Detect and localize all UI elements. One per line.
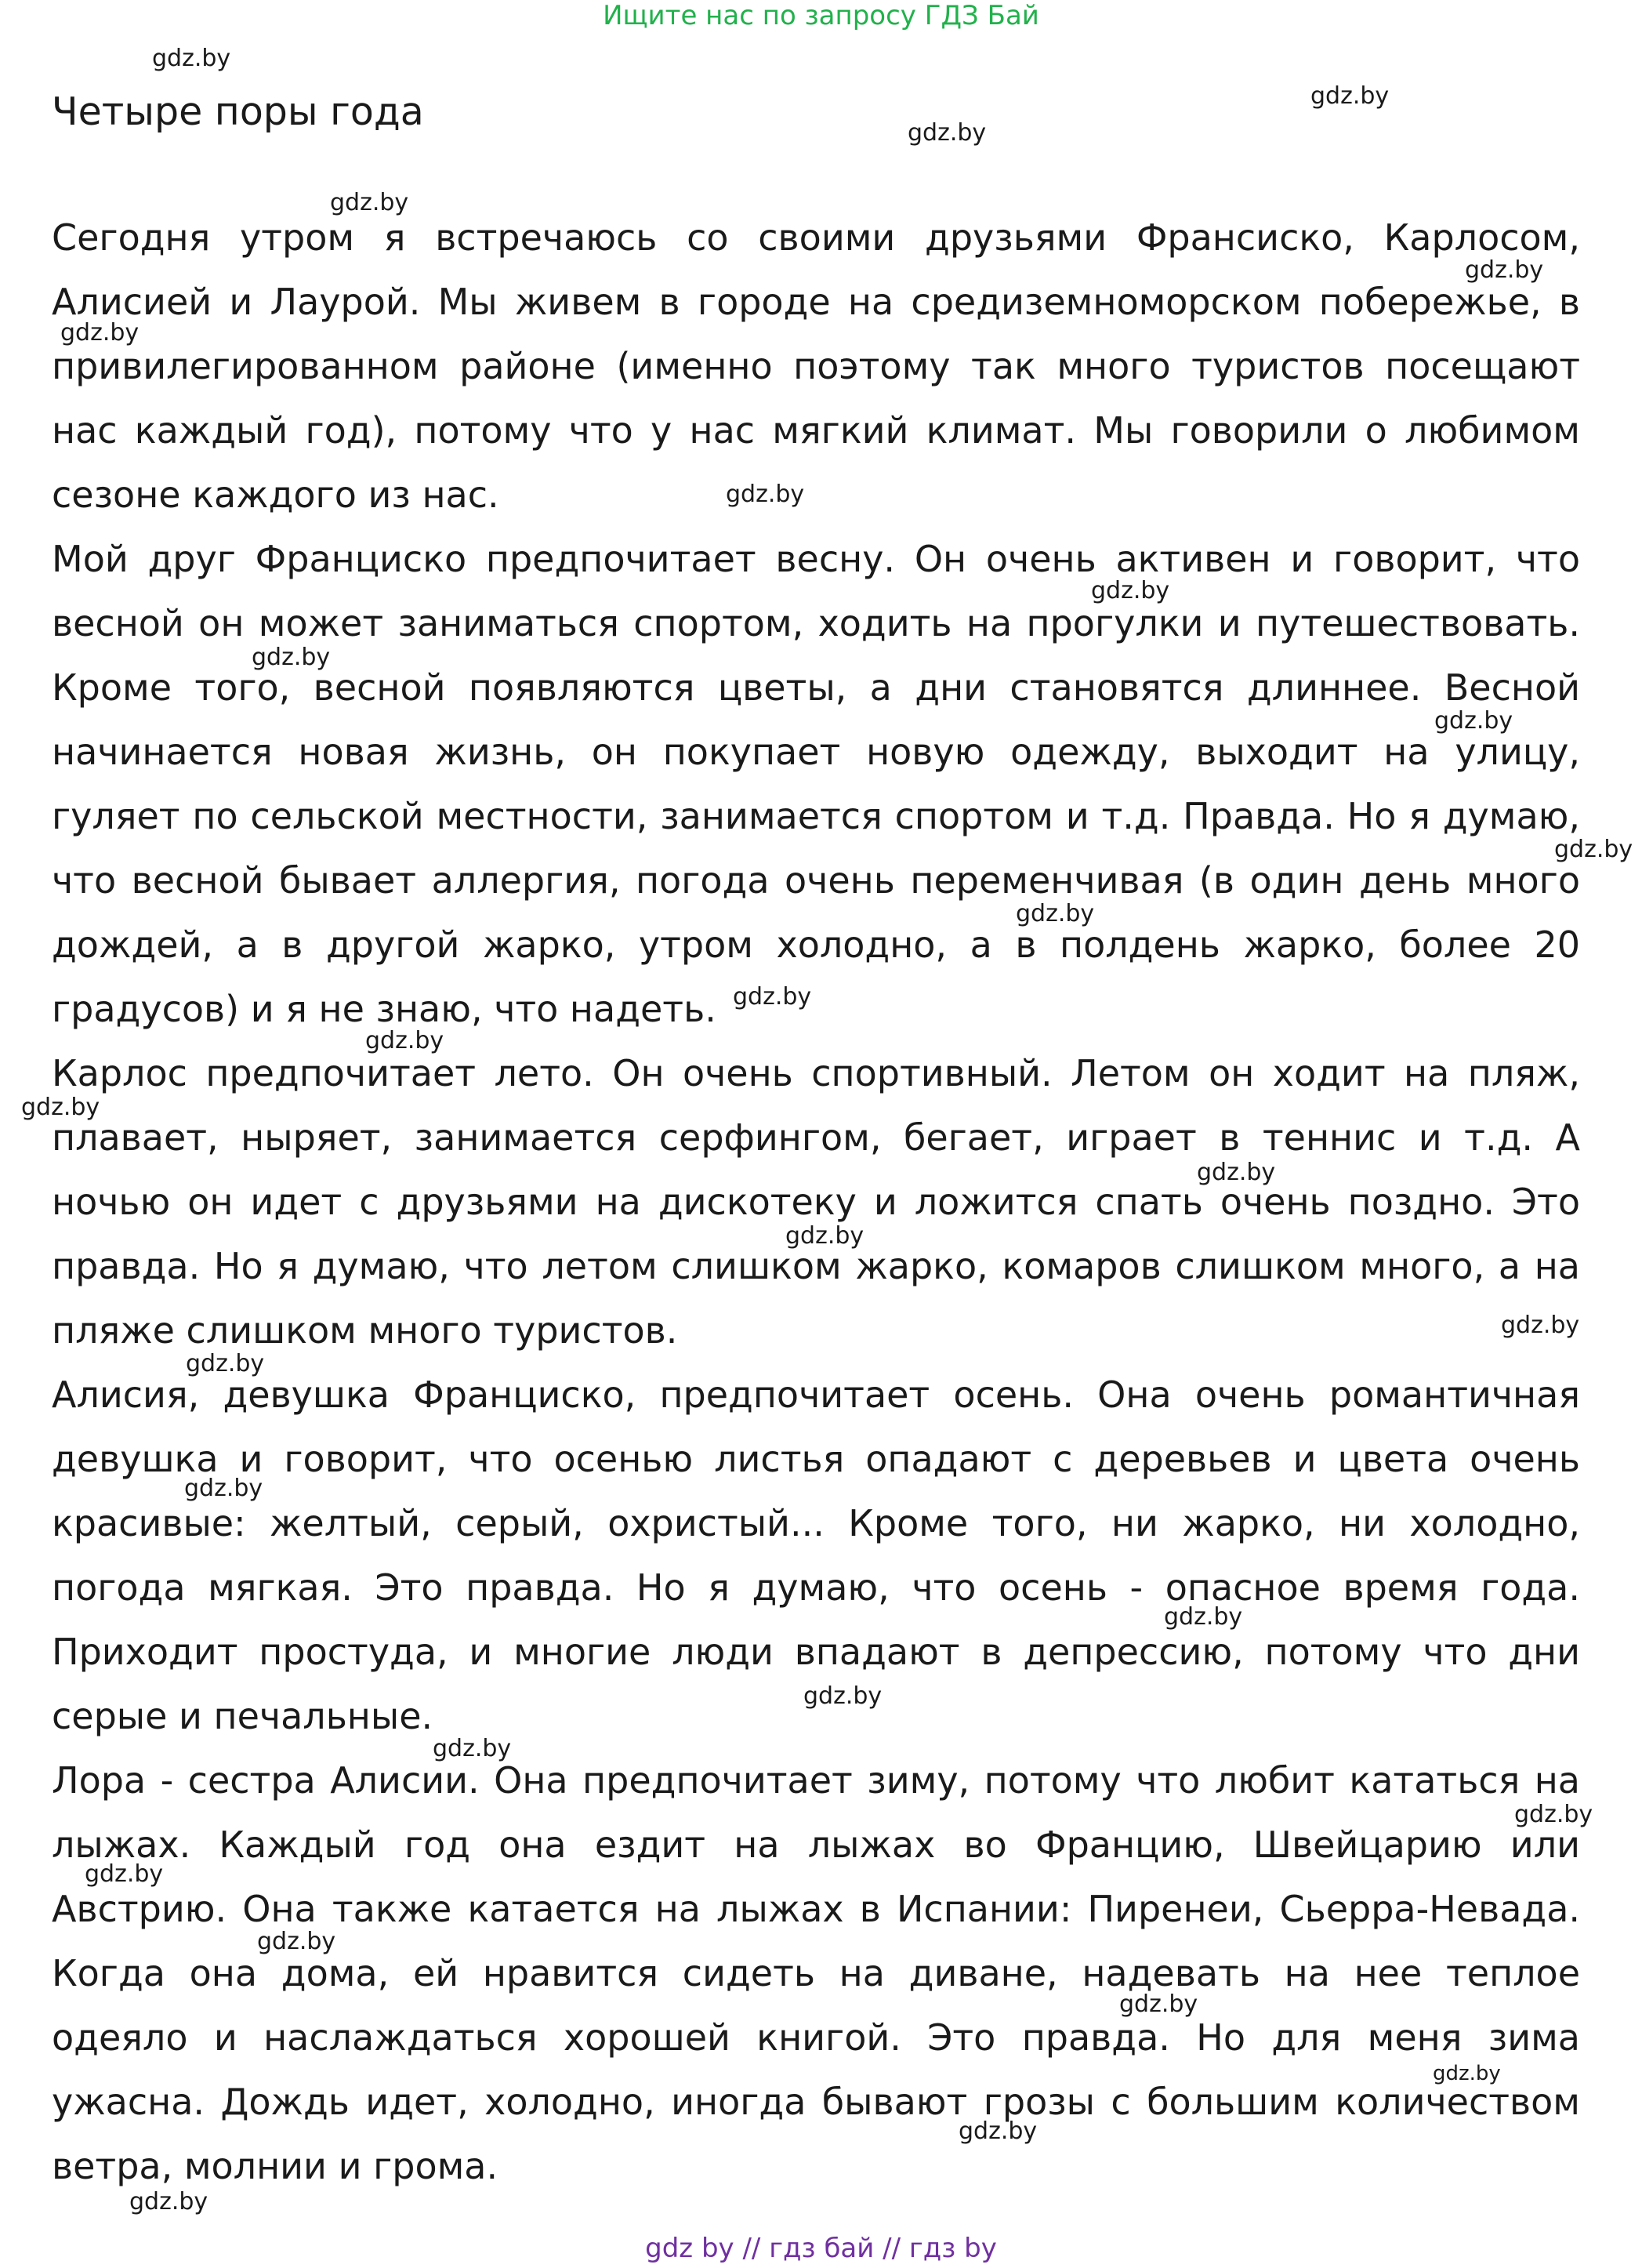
- watermark: gdz.by: [1434, 707, 1513, 735]
- watermark: gdz.by: [959, 2117, 1038, 2145]
- watermark: gdz.by: [1197, 1159, 1276, 1186]
- paragraph-winter: Лора - сестра Алисии. Она предпочитает зиму, потому что любит кататься на лыжах. Каждый год она ездит на лыжах во Францию, Швейцарию или Австрию. Она также катается на лыжах в Испании: Пиренеи, Сьерра-Невада. Когда она дома, ей нравится сидеть на диване, надевать на нее теплое одеяло и наслаждаться хорошей книгой. Это правда. Но для меня зима ужасна. Дождь идет, холодно, иногда бывают грозы с большим количеством ветра, молнии и грома.: [52, 1759, 1580, 2187]
- watermark: gdz.by: [184, 1475, 263, 1502]
- watermark: gdz.by: [21, 1094, 100, 1121]
- watermark: gdz.by: [186, 1350, 265, 1377]
- watermark: gdz.by: [1501, 1312, 1580, 1339]
- watermark: gdz.by: [129, 2188, 208, 2215]
- watermark: gdz.by: [1310, 82, 1390, 110]
- watermark: gdz.by: [1164, 1603, 1243, 1631]
- paragraph-intro: Сегодня утром я встречаюсь со своими друзьями Франсиско, Карлосом, Алисией и Лаурой. Мы живем в городе на средиземноморском побережье, в привилегированном районе (именно поэтому так много туристов посещают нас каждый год), потому что у нас мягкий климат. Мы говорили о любимом сезоне каждого из нас.: [52, 216, 1580, 516]
- paragraph-spring: Мой друг Франциско предпочитает весну. Он очень активен и говорит, что весной он может заниматься спортом, ходить на прогулки и путешествовать. Кроме того, весной появляются цветы, а дни становятся длиннее. Весной начинается новая жизнь, он покупает новую одежду, выходит на улицу, гуляет по сельской местности, занимается спортом и т.д. Правда. Но я думаю, что весной бывает аллергия, погода очень переменчивая (в один день много дождей, а в другой жарко, утром холодно, а в полдень жарко, более 20 градусов) и я не знаю, что надеть.: [52, 538, 1580, 1030]
- watermark: gdz.by: [733, 983, 812, 1011]
- watermark: gdz.by: [1091, 577, 1170, 604]
- watermark: gdz.by: [85, 1860, 164, 1888]
- watermark: gdz.by: [330, 189, 409, 216]
- watermark: gdz.by: [1016, 900, 1095, 927]
- document-body: [52, 205, 1580, 2198]
- watermark: gdz.by: [1514, 1801, 1593, 1828]
- watermark: gdz.by: [1119, 1990, 1198, 2018]
- watermark: gdz.by: [433, 1735, 512, 1762]
- watermark: gdz.by: [60, 319, 140, 347]
- watermark: gdz.by: [726, 481, 805, 508]
- watermark: gdz.by: [803, 1682, 883, 1710]
- watermark: gdz.by: [152, 45, 231, 72]
- watermark: gdz.by: [365, 1027, 444, 1054]
- footer-links: gdz by // гдз бай // гдз by: [645, 2233, 997, 2264]
- watermark: gdz.by: [252, 644, 331, 671]
- watermark: gdz.by: [785, 1222, 864, 1250]
- top-banner: Ищите нас по запросу ГДЗ Бай: [603, 0, 1039, 31]
- watermark: gdz.by: [1433, 2062, 1501, 2085]
- page-title: Четыре поры года: [52, 89, 424, 134]
- watermark: gdz.by: [1465, 256, 1544, 284]
- watermark: gdz.by: [908, 119, 987, 147]
- paragraph-summer: Карлос предпочитает лето. Он очень спортивный. Летом он ходит на пляж, плавает, ныряет, занимается серфингом, бегает, играет в теннис и т.д. А ночью он идет с друзьями на дискотеку и ложится спать очень поздно. Это правда. Но я думаю, что летом слишком жарко, комаров слишком много, а на пляже слишком много туристов.: [52, 1052, 1580, 1352]
- watermark: gdz.by: [257, 1928, 336, 1955]
- watermark: gdz.by: [1554, 836, 1633, 863]
- paragraph-autumn: Алисия, девушка Франциско, предпочитает осень. Она очень романтичная девушка и говорит, что осенью листья опадают с деревьев и цвета очень красивые: желтый, серый, охристый... Кроме того, ни жарко, ни холодно, погода мягкая. Это правда. Но я думаю, что осень - опасное время года. Приходит простуда, и многие люди впадают в депрессию, потому что дни серые и печальные.: [52, 1374, 1580, 1737]
